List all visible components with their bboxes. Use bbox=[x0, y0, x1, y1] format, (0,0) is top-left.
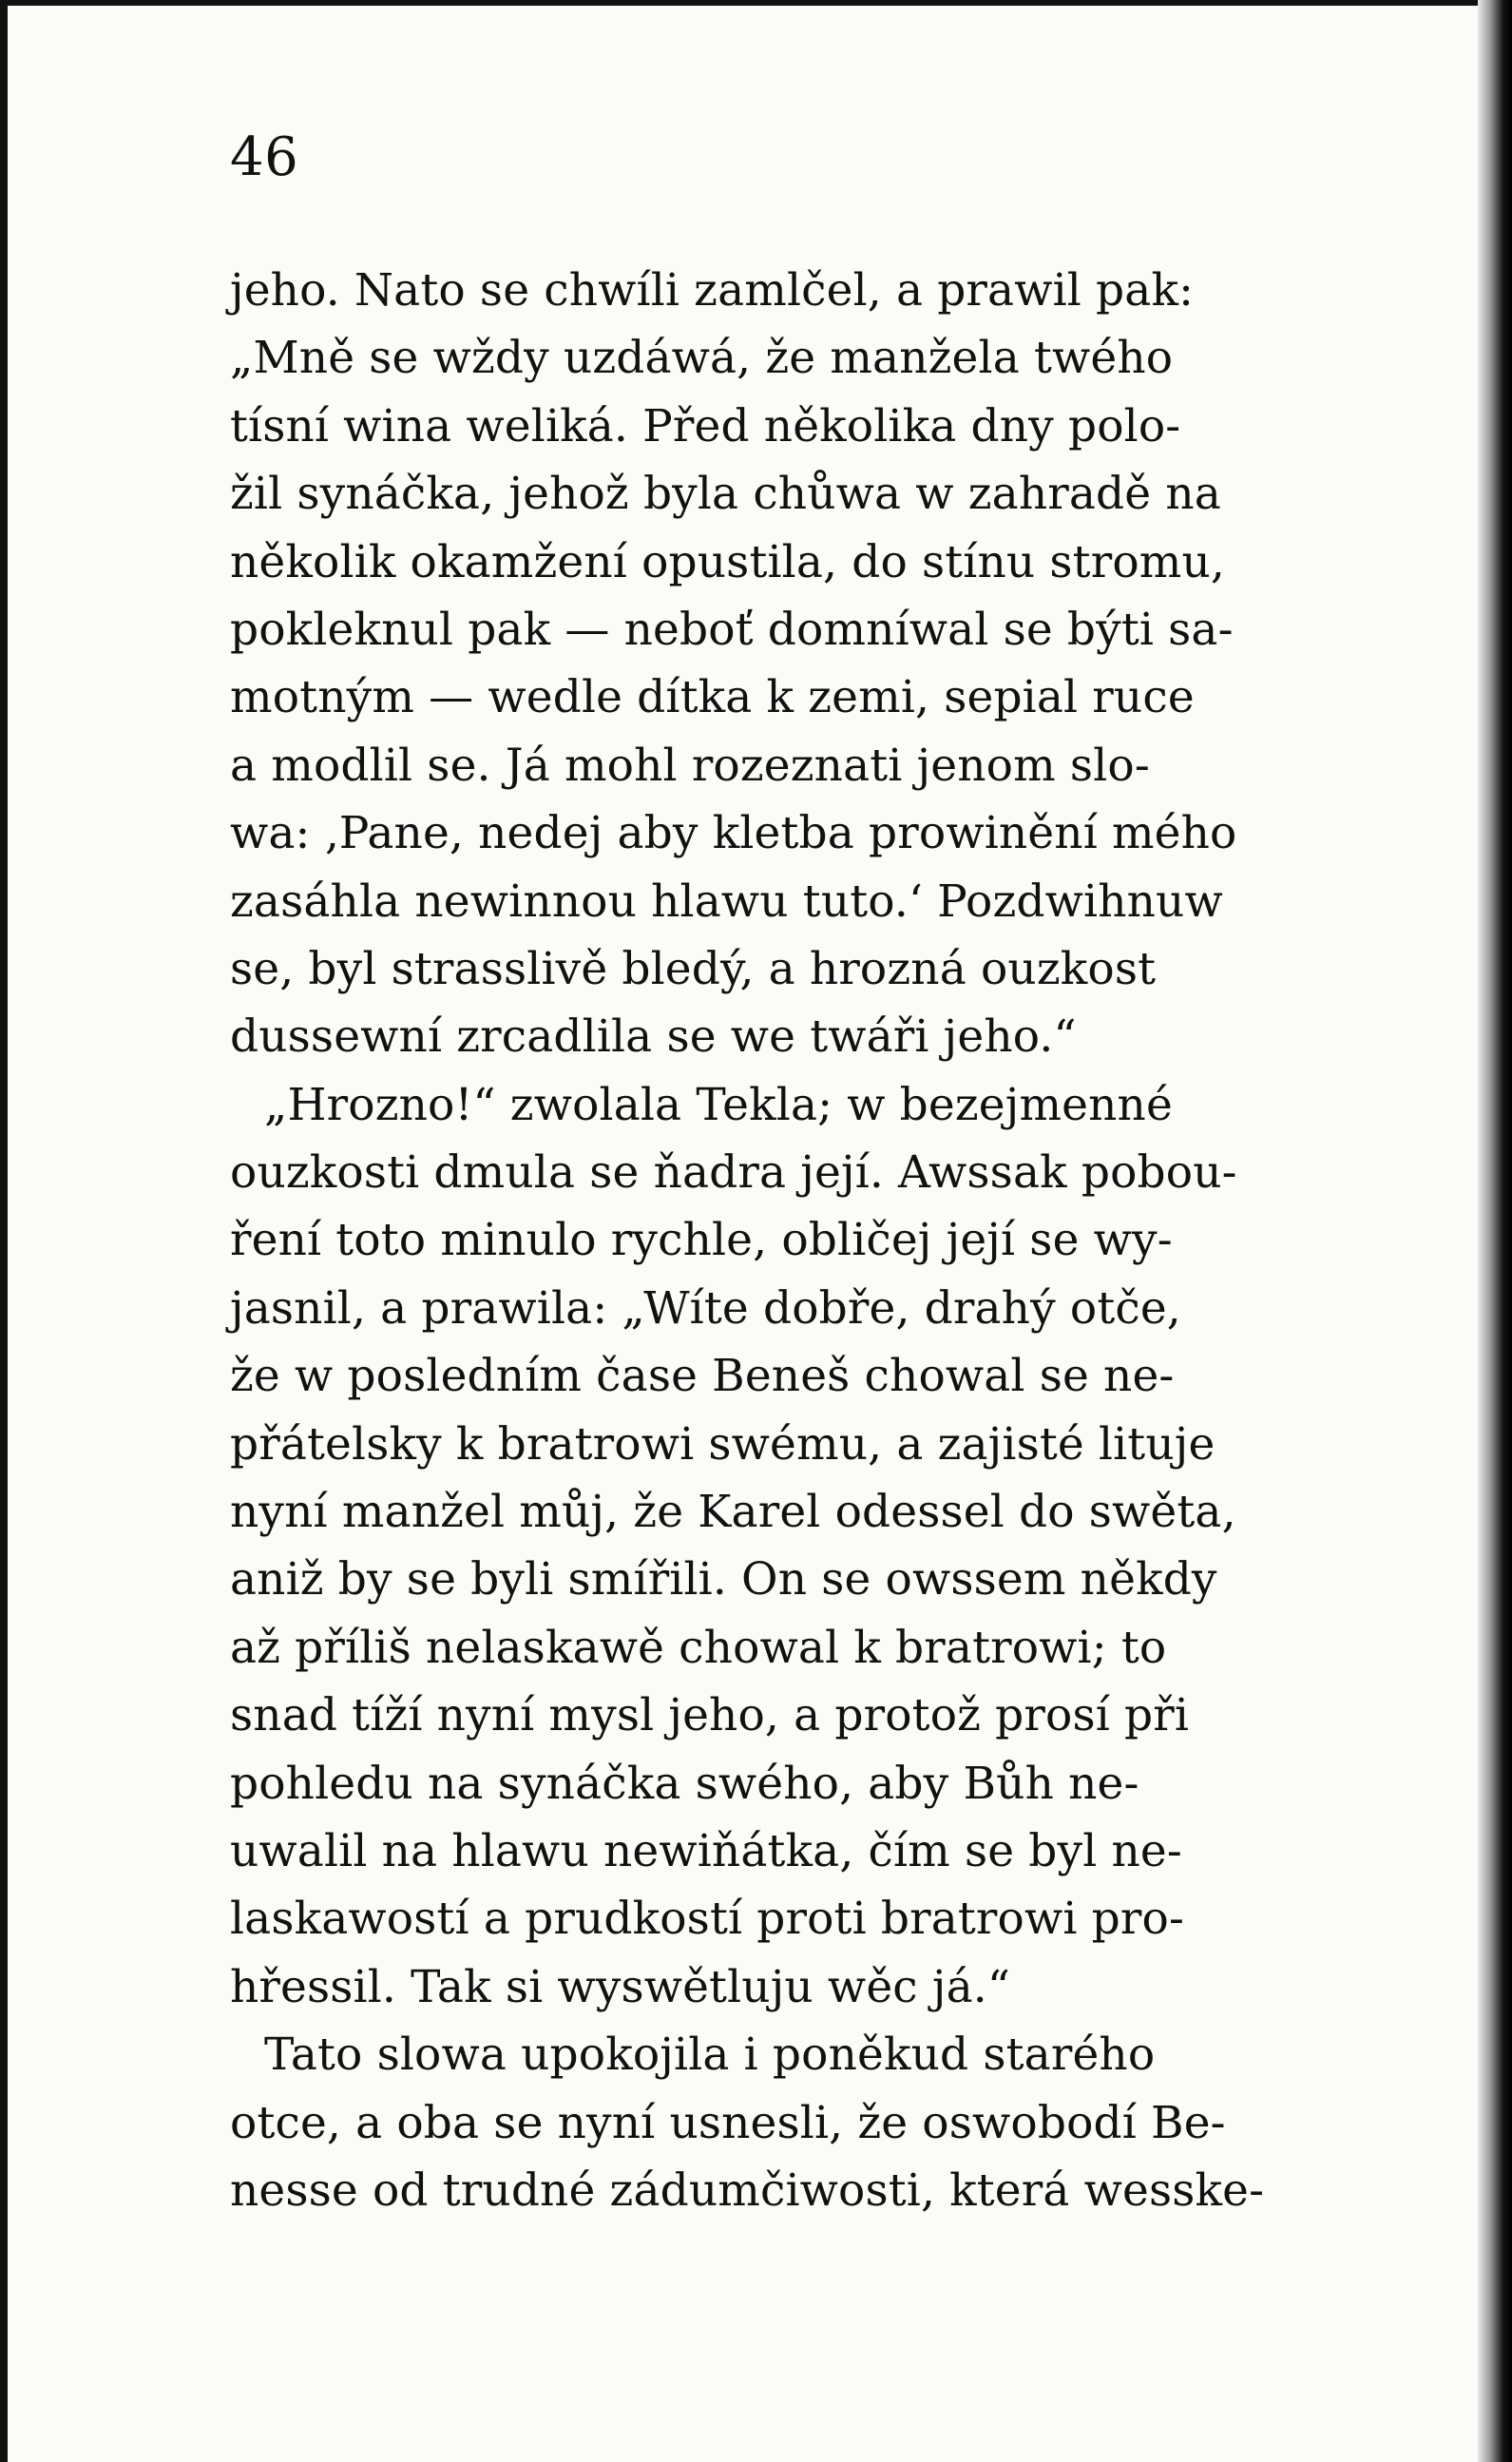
text-line: dussewní zrcadlila se we twáři jeho.“ bbox=[230, 1010, 1077, 1064]
text-line: nesse od trudné zádumčiwosti, která wesske- bbox=[230, 2164, 1265, 2217]
text-line: tísní wina weliká. Před několika dny polo- bbox=[230, 399, 1181, 452]
text-line: hřessil. Tak si wyswětluju wěc já.“ bbox=[230, 1960, 1011, 2013]
text-line: motným — wedle dítka k zemi, sepial ruce bbox=[230, 671, 1195, 724]
page-number: 46 bbox=[230, 126, 299, 188]
text-line: snad tíží nyní mysl jeho, a protož prosí při bbox=[230, 1689, 1190, 1742]
text-line: žil synáčka, jehož byla chůwa w zahradě na bbox=[230, 468, 1221, 521]
text-line: pohledu na synáčka swého, aby Bůh ne- bbox=[230, 1757, 1139, 1810]
text-line: jeho. Nato se chwíli zamlčel, a prawil pak: bbox=[230, 264, 1195, 317]
body-text bbox=[230, 257, 1361, 2224]
scan-border-top bbox=[0, 0, 1512, 6]
text-line: Tato slowa upokojila i poněkud starého bbox=[264, 2029, 1156, 2082]
text-line: a modlil se. Já mohl rozeznati jenom slo- bbox=[230, 739, 1150, 792]
text-line: až příliš nelaskawě chowal k bratrowi; to bbox=[230, 1621, 1167, 1674]
text-line: přátelsky k bratrowi swému, a zajisté lituje bbox=[230, 1417, 1215, 1471]
text-line: „Hrozno!“ zwolala Tekla; w bezejmenné bbox=[264, 1078, 1173, 1131]
text-line: laskawostí a prudkostí proti bratrowi pro- bbox=[230, 1893, 1184, 1946]
text-line: několik okamžení opustila, do stínu stromu, bbox=[230, 535, 1225, 588]
scan-border-left bbox=[0, 0, 8, 2462]
text-line: pokleknul pak — neboť domníwal se býti sa- bbox=[230, 603, 1234, 656]
text-line: zasáhla newinnou hlawu tuto.‘ Pozdwihnuw bbox=[230, 875, 1223, 928]
text-line: se, byl strasslivě bledý, a hrozná ouzkost bbox=[230, 942, 1157, 995]
text-line: aniž by se byli smířili. On se owssem někdy bbox=[230, 1553, 1217, 1606]
book-spine-shadow bbox=[1478, 0, 1512, 2462]
text-line: „Mně se wždy uzdáwá, že manžela twého bbox=[230, 332, 1174, 385]
text-line: že w posledním čase Beneš chowal se ne- bbox=[230, 1350, 1175, 1403]
text-line: uwalil na hlawu newiňátka, čím se byl ne- bbox=[230, 1824, 1182, 1877]
text-line: nyní manžel můj, že Karel odessel do swěta, bbox=[230, 1486, 1236, 1539]
text-line: otce, a oba se nyní usnesli, že oswobodí Be- bbox=[230, 2096, 1226, 2149]
text-line: ouzkosti dmula se ňadra její. Awssak pobou- bbox=[230, 1146, 1237, 1200]
text-line: ření toto minulo rychle, obličej její se wy- bbox=[230, 1214, 1173, 1267]
text-line: jasnil, a prawila: „Wíte dobře, drahý otče, bbox=[230, 1281, 1181, 1335]
text-line: wa: ‚Pane, nedej aby kletba prowinění mého bbox=[230, 807, 1237, 860]
